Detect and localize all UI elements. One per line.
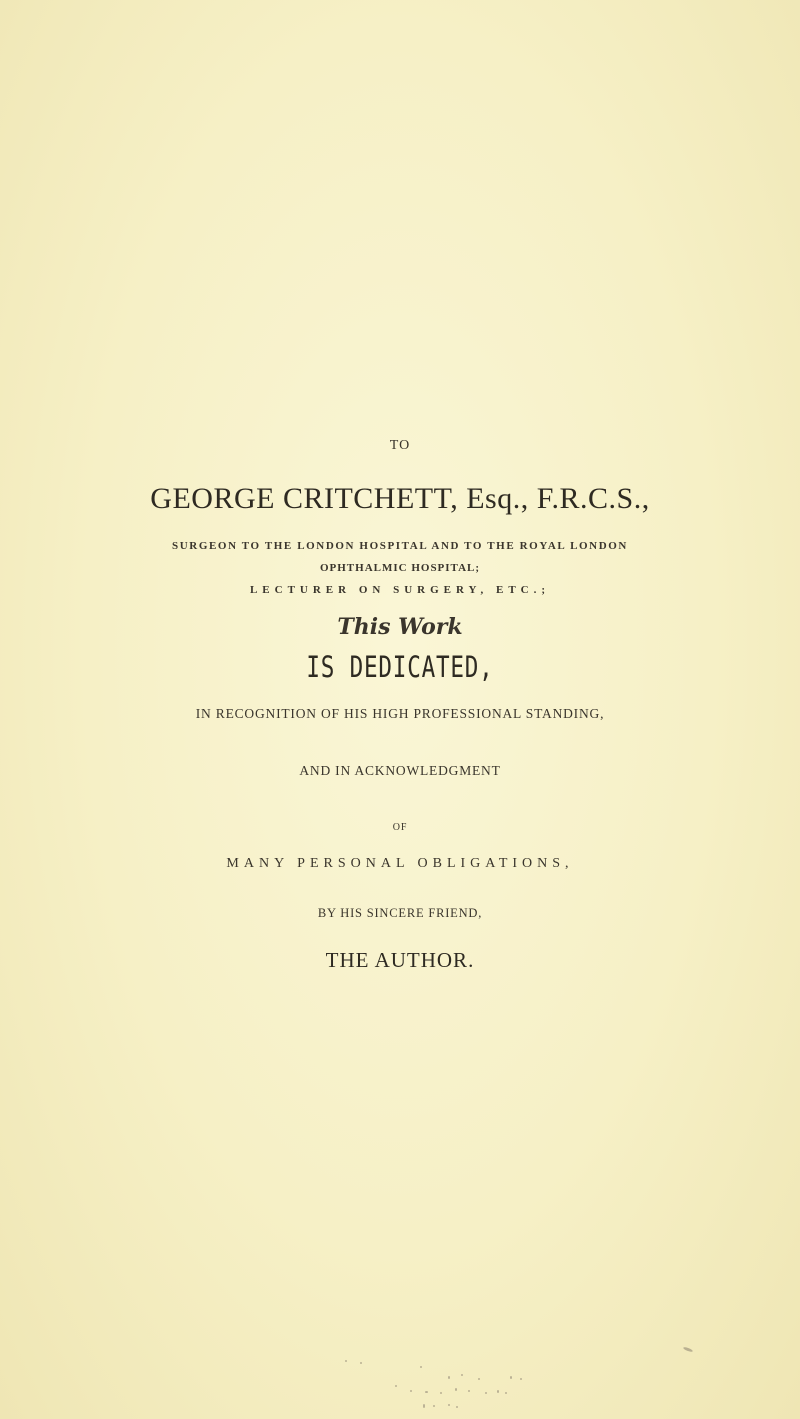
recognition-line: IN RECOGNITION OF HIS HIGH PROFESSIONAL STANDING, [195, 706, 605, 721]
dedicatee-name: GEORGE CRITCHETT, Esq., F.R.C.S., [150, 482, 650, 515]
dedicatee-title-line-1: SURGEON TO THE LONDON HOSPITAL AND TO THE ROYAL LONDON [172, 540, 628, 552]
of-line: OF [392, 822, 408, 833]
dedication-to: TO [389, 438, 411, 453]
dedicatee-title-line-2: OPHTHALMIC HOSPITAL; [319, 562, 481, 574]
this-work-heading: This Work [337, 614, 463, 640]
dedicatee-title-line-3: LECTURER ON SURGERY, ETC.; [249, 584, 551, 596]
friend-line: BY HIS SINCERE FRIEND, [317, 906, 483, 920]
is-dedicated-heading: IS DEDICATED, [306, 650, 494, 684]
obligations-line: MANY PERSONAL OBLIGATIONS, [226, 856, 574, 871]
acknowledgment-line: AND IN ACKNOWLEDGMENT [299, 763, 501, 778]
author-signature: THE AUTHOR. [325, 948, 475, 972]
